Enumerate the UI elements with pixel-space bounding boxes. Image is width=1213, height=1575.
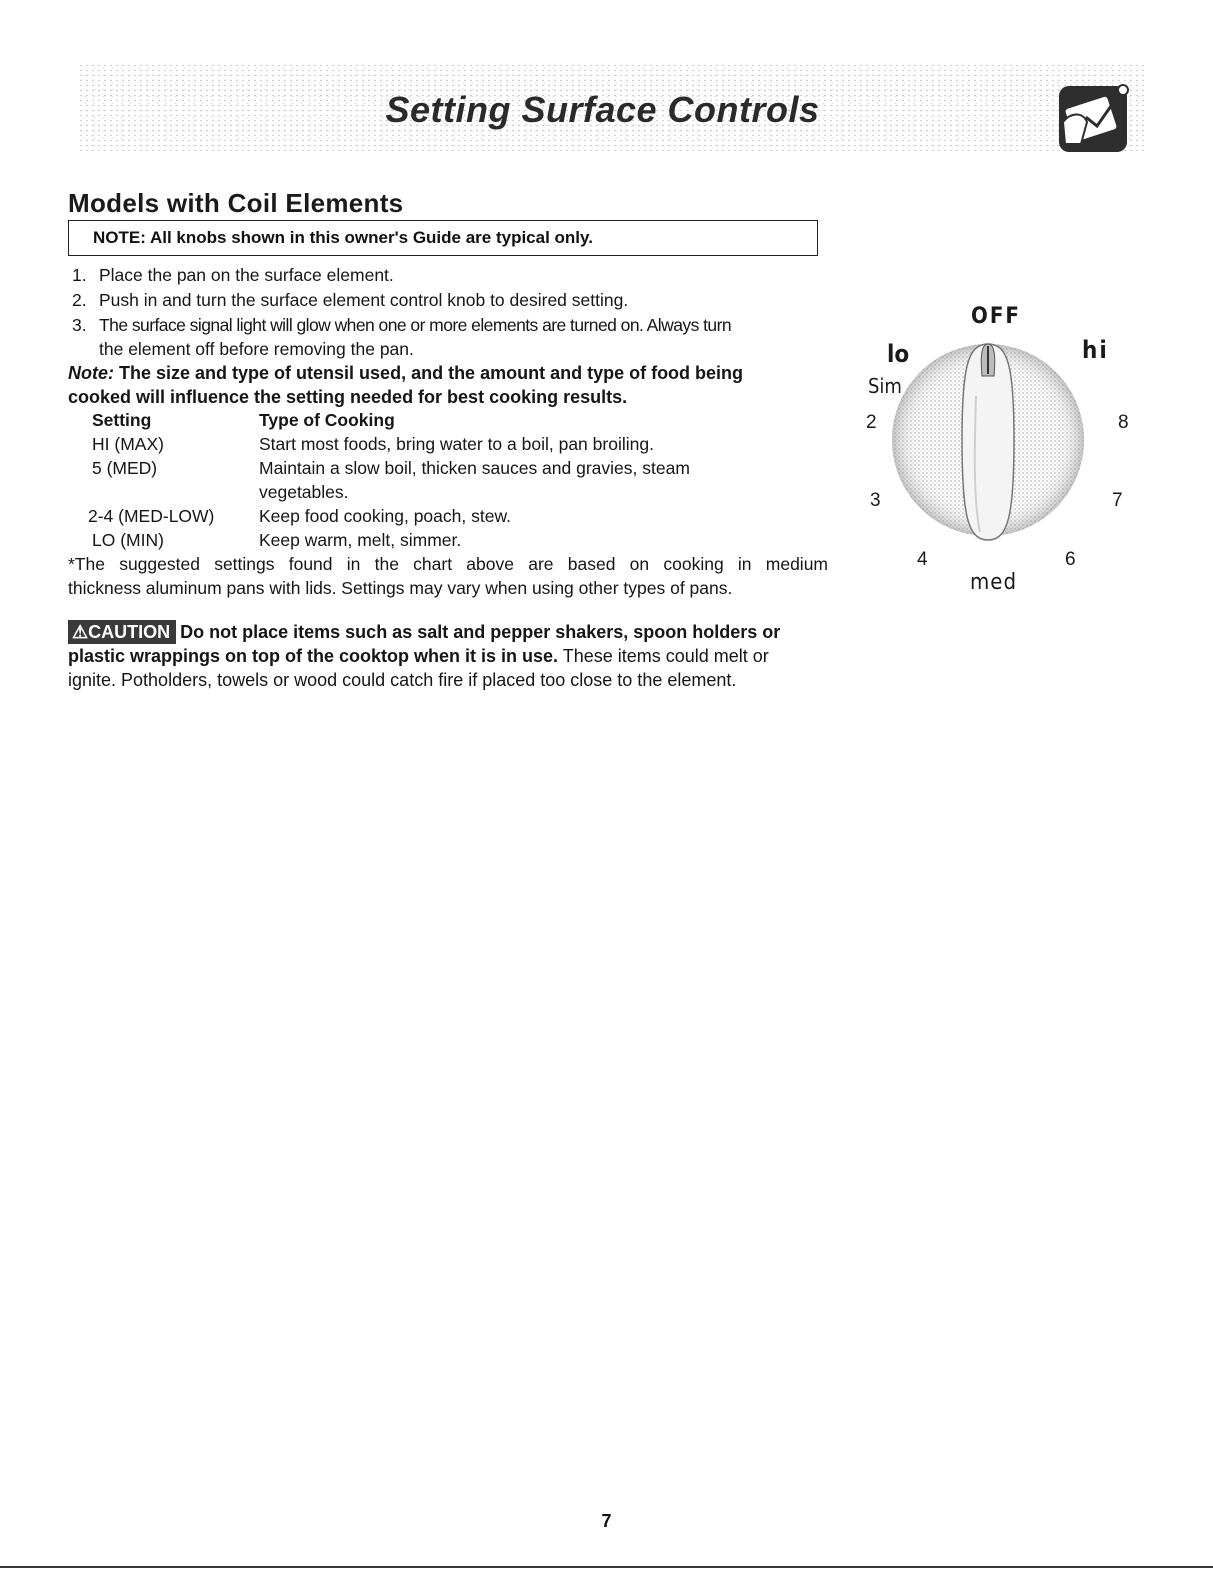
knob-label-med: med [970, 570, 1018, 595]
caution-badge-label: CAUTION [88, 622, 171, 642]
table-cell-setting: HI (MAX) [92, 434, 164, 454]
step-number: 3. [72, 315, 87, 335]
knob-label-7: 7 [1112, 490, 1123, 511]
table-header-setting: Setting [92, 410, 152, 430]
note-line-2: cooked will influence the setting needed for best cooking results. [68, 387, 628, 407]
warning-icon: ⚠ [72, 622, 89, 642]
caution-badge [68, 620, 176, 644]
table-cell-setting: 2-4 (MED-LOW) [88, 506, 215, 526]
knob-label-4: 4 [917, 549, 928, 570]
step-number: 2. [72, 290, 87, 310]
caution-text-2: plastic wrappings on top of the cooktop when it is in use. [68, 646, 559, 666]
footnote-line-2: thickness aluminum pans with lids. Settings may vary when using other types of pans. [68, 578, 733, 598]
step-1 [72, 264, 394, 286]
cooking-pan-hand-icon [1057, 82, 1131, 154]
knob-label-lo: lo [887, 340, 910, 368]
knob-label-8: 8 [1118, 412, 1129, 433]
caution-line-1 [68, 620, 780, 644]
table-cell-type: Start most foods, bring water to a boil, pan broiling. [259, 434, 654, 454]
caution-line-2 [68, 645, 769, 667]
step-2 [72, 289, 628, 311]
knob-label-sim: Sim [868, 374, 902, 398]
knob-label-6: 6 [1065, 549, 1076, 570]
table-header-type: Type of Cooking [259, 410, 395, 430]
table-cell-setting: LO (MIN) [92, 530, 164, 550]
knob-label-off: OFF [971, 304, 1021, 329]
step-3 [72, 314, 731, 336]
caution-text-1: Do not place items such as salt and pepper shakers, spoon holders or [180, 622, 781, 642]
table-cell-type: Keep food cooking, poach, stew. [259, 506, 511, 526]
knob-label-hi: hi [1082, 336, 1109, 364]
table-cell-setting: 5 (MED) [92, 458, 158, 478]
step-3-continued: the element off before removing the pan. [99, 339, 414, 359]
note-text: NOTE: All knobs shown in this owner's Guide are typical only. [93, 228, 593, 247]
table-cell-type-continued: vegetables. [259, 482, 349, 502]
caution-text-2b: These items could melt or [558, 646, 769, 666]
knob-label-2: 2 [866, 412, 877, 433]
note-line-1 [68, 362, 743, 384]
page-title: Setting Surface Controls [385, 89, 820, 130]
note-label: Note: [68, 363, 114, 383]
step-number: 1. [72, 265, 87, 285]
bottom-rule [0, 1566, 1213, 1568]
footnote-line-1: *The suggested settings found in the chart above are based on cooking in medium [68, 554, 828, 574]
control-knob [890, 336, 1086, 552]
step-text: Place the pan on the surface element. [99, 265, 394, 285]
note-box [68, 220, 818, 256]
knob-label-3: 3 [870, 490, 881, 511]
section-heading: Models with Coil Elements [68, 188, 404, 218]
step-text: Push in and turn the surface element control knob to desired setting. [99, 290, 629, 310]
note-text-1: The size and type of utensil used, and the amount and type of food being [119, 363, 744, 383]
step-text: The surface signal light will glow when one or more elements are turned on. Always turn [99, 315, 732, 335]
table-cell-type: Maintain a slow boil, thicken sauces and gravies, steam [259, 458, 690, 478]
caution-line-3: ignite. Potholders, towels or wood could catch fire if placed too close to the element. [68, 670, 737, 690]
table-cell-type: Keep warm, melt, simmer. [259, 530, 462, 550]
page-number: 7 [601, 1511, 612, 1531]
